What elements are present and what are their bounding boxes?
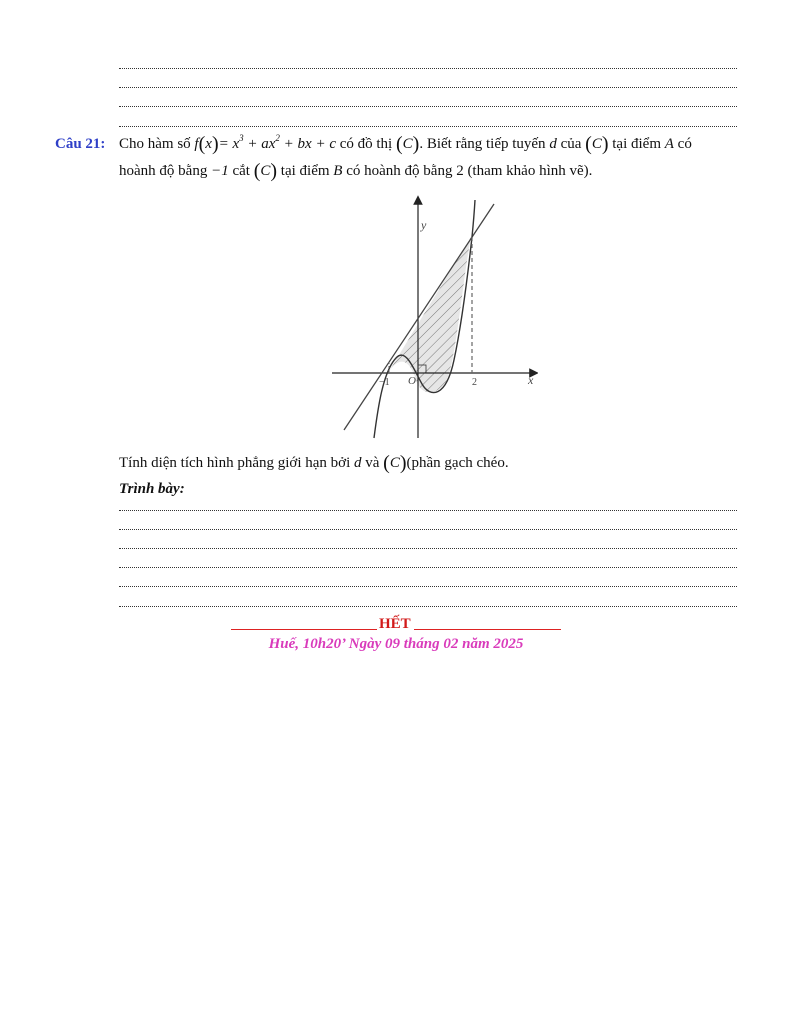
- answer-line-top-3: [119, 105, 737, 107]
- ask-text-3: (phần gạch chéo.: [406, 455, 509, 471]
- answer-line-1: [119, 509, 737, 511]
- ask-text-2: và: [361, 455, 384, 471]
- end-rule-right: [414, 628, 561, 630]
- ask-text-1: Tính diện tích hình phẳng giới hạn bởi: [119, 455, 354, 471]
- after-function: có đồ thị: [339, 136, 396, 152]
- answer-line-6: [119, 605, 737, 607]
- graph-name-3: (C): [253, 160, 278, 182]
- sentence-text-4: có: [673, 136, 692, 152]
- minus-one: −1: [211, 163, 229, 179]
- question-line-1: [119, 134, 692, 154]
- origin-label: O: [408, 375, 416, 387]
- graph-figure: [328, 192, 538, 445]
- tangent-name-2: d: [354, 455, 362, 471]
- line2-text-3: tại điểm: [277, 163, 334, 179]
- tick-minus1-label: −1: [379, 377, 390, 388]
- tick-2-label: 2: [472, 377, 477, 388]
- sentence-text-2: của: [556, 136, 586, 152]
- graph-name-4: (C): [383, 452, 407, 474]
- answer-label: Trình bày:: [119, 481, 185, 497]
- shaded-region: [388, 237, 471, 392]
- point-b: B: [333, 163, 343, 179]
- line2-text-4: có hoành độ bằng 2 (tham khảo hình vẽ).: [342, 163, 593, 179]
- answer-line-top-4: [119, 125, 737, 127]
- x-axis-label: x: [528, 373, 534, 387]
- answer-line-top-2: [119, 86, 737, 88]
- question-label: Câu 21:: [55, 136, 106, 152]
- answer-line-3: [119, 547, 737, 549]
- sentence-text-3: tại điểm: [608, 136, 665, 152]
- y-axis-label: y: [421, 218, 427, 232]
- end-rule-left: [231, 628, 377, 630]
- line2-text-1: hoành độ bằng: [119, 163, 212, 179]
- sentence-text-1: . Biết rằng tiếp tuyến: [419, 136, 550, 152]
- question-line-2: [119, 161, 592, 181]
- line2-text-2: cắt: [228, 163, 254, 179]
- question-ask: [119, 453, 509, 473]
- answer-line-4: [119, 566, 737, 568]
- point-a: A: [664, 136, 674, 152]
- answer-line-5: [119, 585, 737, 587]
- question-intro: Cho hàm số: [119, 136, 191, 152]
- end-marker: [231, 616, 561, 636]
- graph-name-1: (C): [395, 133, 420, 155]
- function-expression: $f(x)= x^3 + ax^2$ + bx + c: [194, 133, 336, 155]
- answer-line-2: [119, 528, 737, 530]
- footer-date: Huế, 10h20’ Ngày 09 tháng 02 năm 2025: [268, 636, 524, 652]
- answer-line-top-1: [119, 67, 737, 69]
- tangent-name: d: [549, 136, 557, 152]
- end-text: HẾT: [379, 616, 411, 632]
- graph-name-2: (C): [585, 133, 609, 155]
